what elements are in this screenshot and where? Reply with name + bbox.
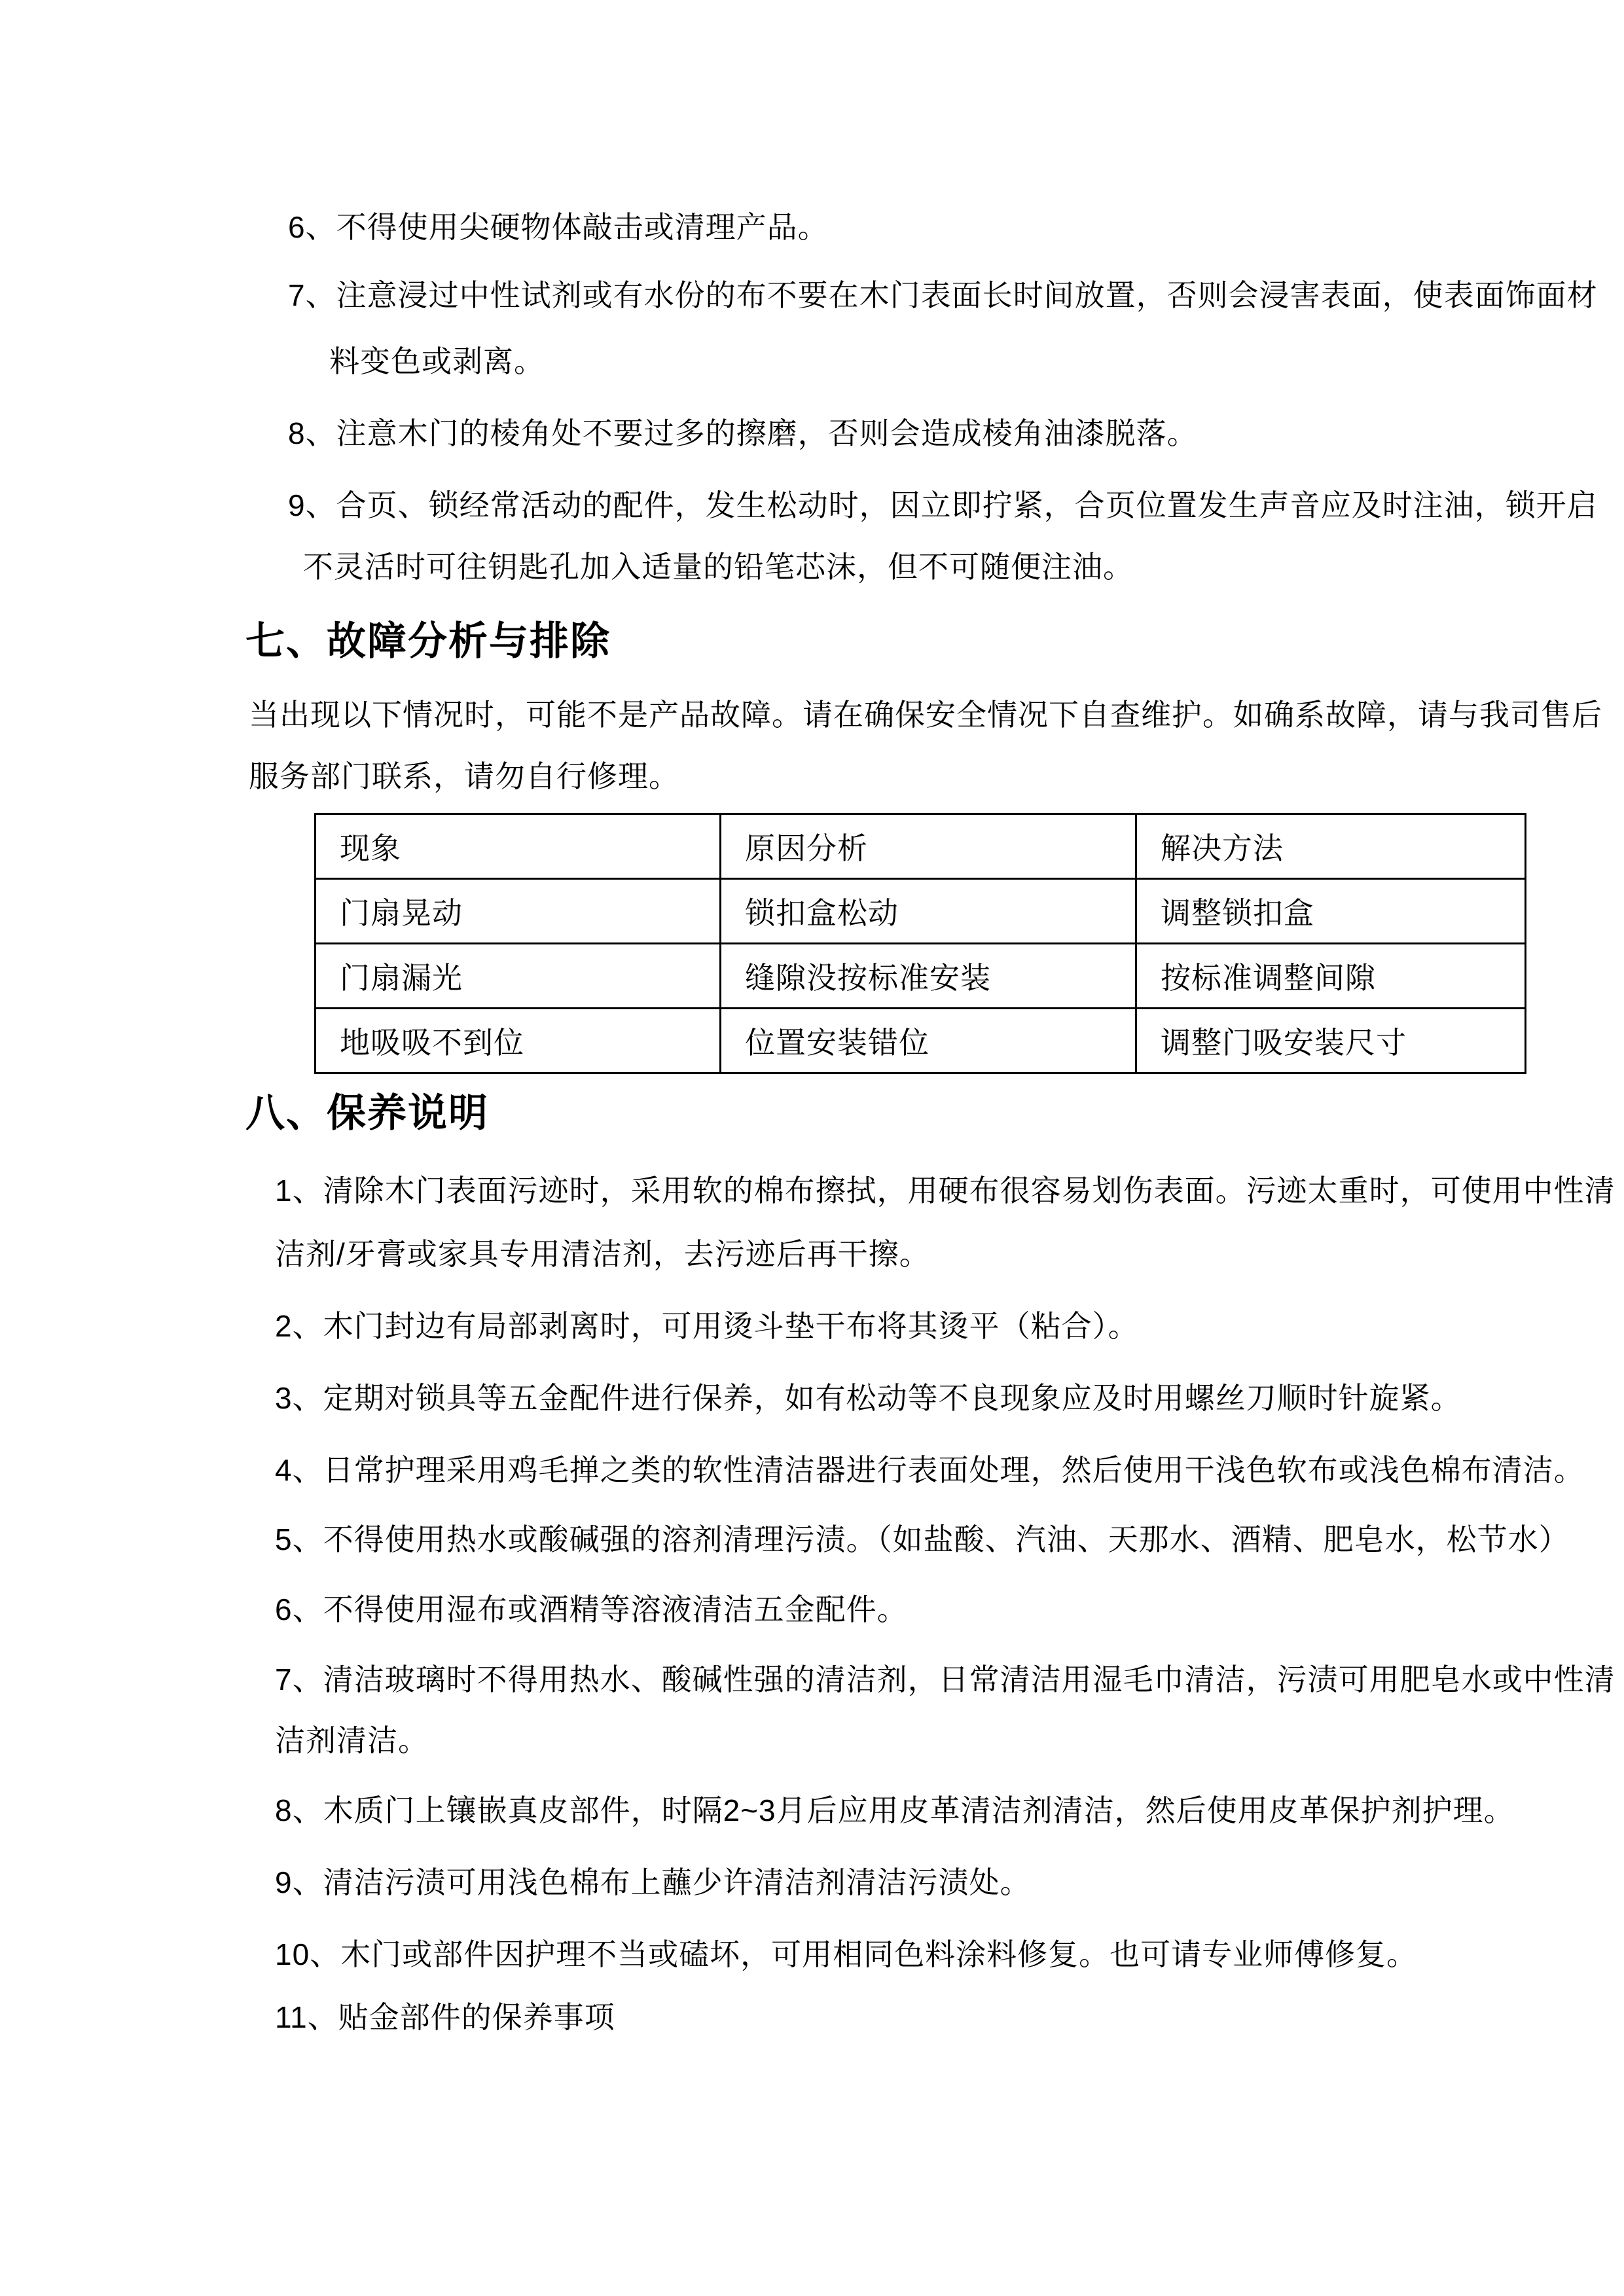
- list-item-line: 洁剂清洁。: [275, 1723, 429, 1757]
- list-item-line: 洁剂/牙膏或家具专用清洁剂，去污迹后再干擦。: [275, 1237, 930, 1271]
- list-item-line: 4、日常护理采用鸡毛掸之类的软性清洁器进行表面处理，然后使用干浅色软布或浅色棉布清洁。: [275, 1453, 1585, 1487]
- table-cell: 调整锁扣盒: [1136, 879, 1526, 944]
- table-cell: 按标准调整间隙: [1136, 944, 1526, 1009]
- list-item-line: 7、注意浸过中性试剂或有水份的布不要在木门表面长时间放置，否则会浸害表面，使表面饰面材: [288, 278, 1598, 312]
- list-item-line: 不灵活时可往钥匙孔加入适量的铅笔芯沫，但不可随便注油。: [303, 550, 1134, 584]
- paragraph-line: 服务部门联系，请勿自行修理。: [249, 759, 679, 793]
- list-item-line: 2、木门封边有局部剥离时，可用烫斗垫干布将其烫平（粘合）。: [275, 1309, 1139, 1343]
- fault-table: [314, 813, 1526, 1074]
- table-cell: 调整门吸安装尺寸: [1136, 1009, 1526, 1073]
- list-item-line: 6、不得使用湿布或酒精等溶液清洁五金配件。: [275, 1592, 908, 1626]
- table-header-cell: 解决方法: [1136, 814, 1526, 879]
- list-item-line: 8、木质门上镶嵌真皮部件，时隔2~3月后应用皮革清洁剂清洁，然后使用皮革保护剂护理。: [275, 1793, 1515, 1827]
- list-item-line: 5、不得使用热水或酸碱强的溶剂清理污渍。（如盐酸、汽油、天那水、酒精、肥皂水，松节水）: [275, 1522, 1570, 1556]
- list-item-line: 9、合页、锁经常活动的配件，发生松动时，因立即拧紧，合页位置发生声音应及时注油，锁开启: [288, 488, 1598, 522]
- list-item-line: 11、贴金部件的保养事项: [275, 2000, 615, 2034]
- list-item-line: 6、不得使用尖硬物体敲击或清理产品。: [288, 210, 829, 244]
- table-cell: 地吸吸不到位: [316, 1009, 721, 1073]
- table-cell: 锁扣盒松动: [721, 879, 1136, 944]
- list-item-line: 7、清洁玻璃时不得用热水、酸碱性强的清洁剂，日常清洁用湿毛巾清洁，污渍可用肥皂水或中性清: [275, 1662, 1615, 1696]
- paragraph-line: 当出现以下情况时，可能不是产品故障。请在确保安全情况下自查维护。如确系故障，请与我司售后: [249, 698, 1602, 732]
- table-header-row: [316, 814, 1526, 879]
- table-row: [316, 1009, 1526, 1073]
- table-header-cell: 现象: [316, 814, 721, 879]
- table-row: [316, 879, 1526, 944]
- table-cell: 缝隙没按标准安装: [721, 944, 1136, 1009]
- section-heading-care: 八、保养说明: [245, 1091, 489, 1135]
- table-header-cell: 原因分析: [721, 814, 1136, 879]
- section-heading-fault: 七、故障分析与排除: [245, 619, 611, 663]
- list-item-line: 9、清洁污渍可用浅色棉布上蘸少许清洁剂清洁污渍处。: [275, 1865, 1031, 1899]
- list-item-line: 料变色或剥离。: [329, 344, 545, 378]
- table-cell: 门扇晃动: [316, 879, 721, 944]
- table-cell: 位置安装错位: [721, 1009, 1136, 1073]
- list-item-line: 3、定期对锁具等五金配件进行保养，如有松动等不良现象应及时用螺丝刀顺时针旋紧。: [275, 1381, 1462, 1415]
- table-row: [316, 944, 1526, 1009]
- list-item-line: 1、清除木门表面污迹时，采用软的棉布擦拭，用硬布很容易划伤表面。污迹太重时，可使用中性清: [275, 1174, 1615, 1208]
- table-cell: 门扇漏光: [316, 944, 721, 1009]
- list-item-line: 8、注意木门的棱角处不要过多的擦磨，否则会造成棱角油漆脱落。: [288, 416, 1198, 450]
- list-item-line: 10、木门或部件因护理不当或磕坏，可用相同色料涂料修复。也可请专业师傅修复。: [275, 1937, 1418, 1971]
